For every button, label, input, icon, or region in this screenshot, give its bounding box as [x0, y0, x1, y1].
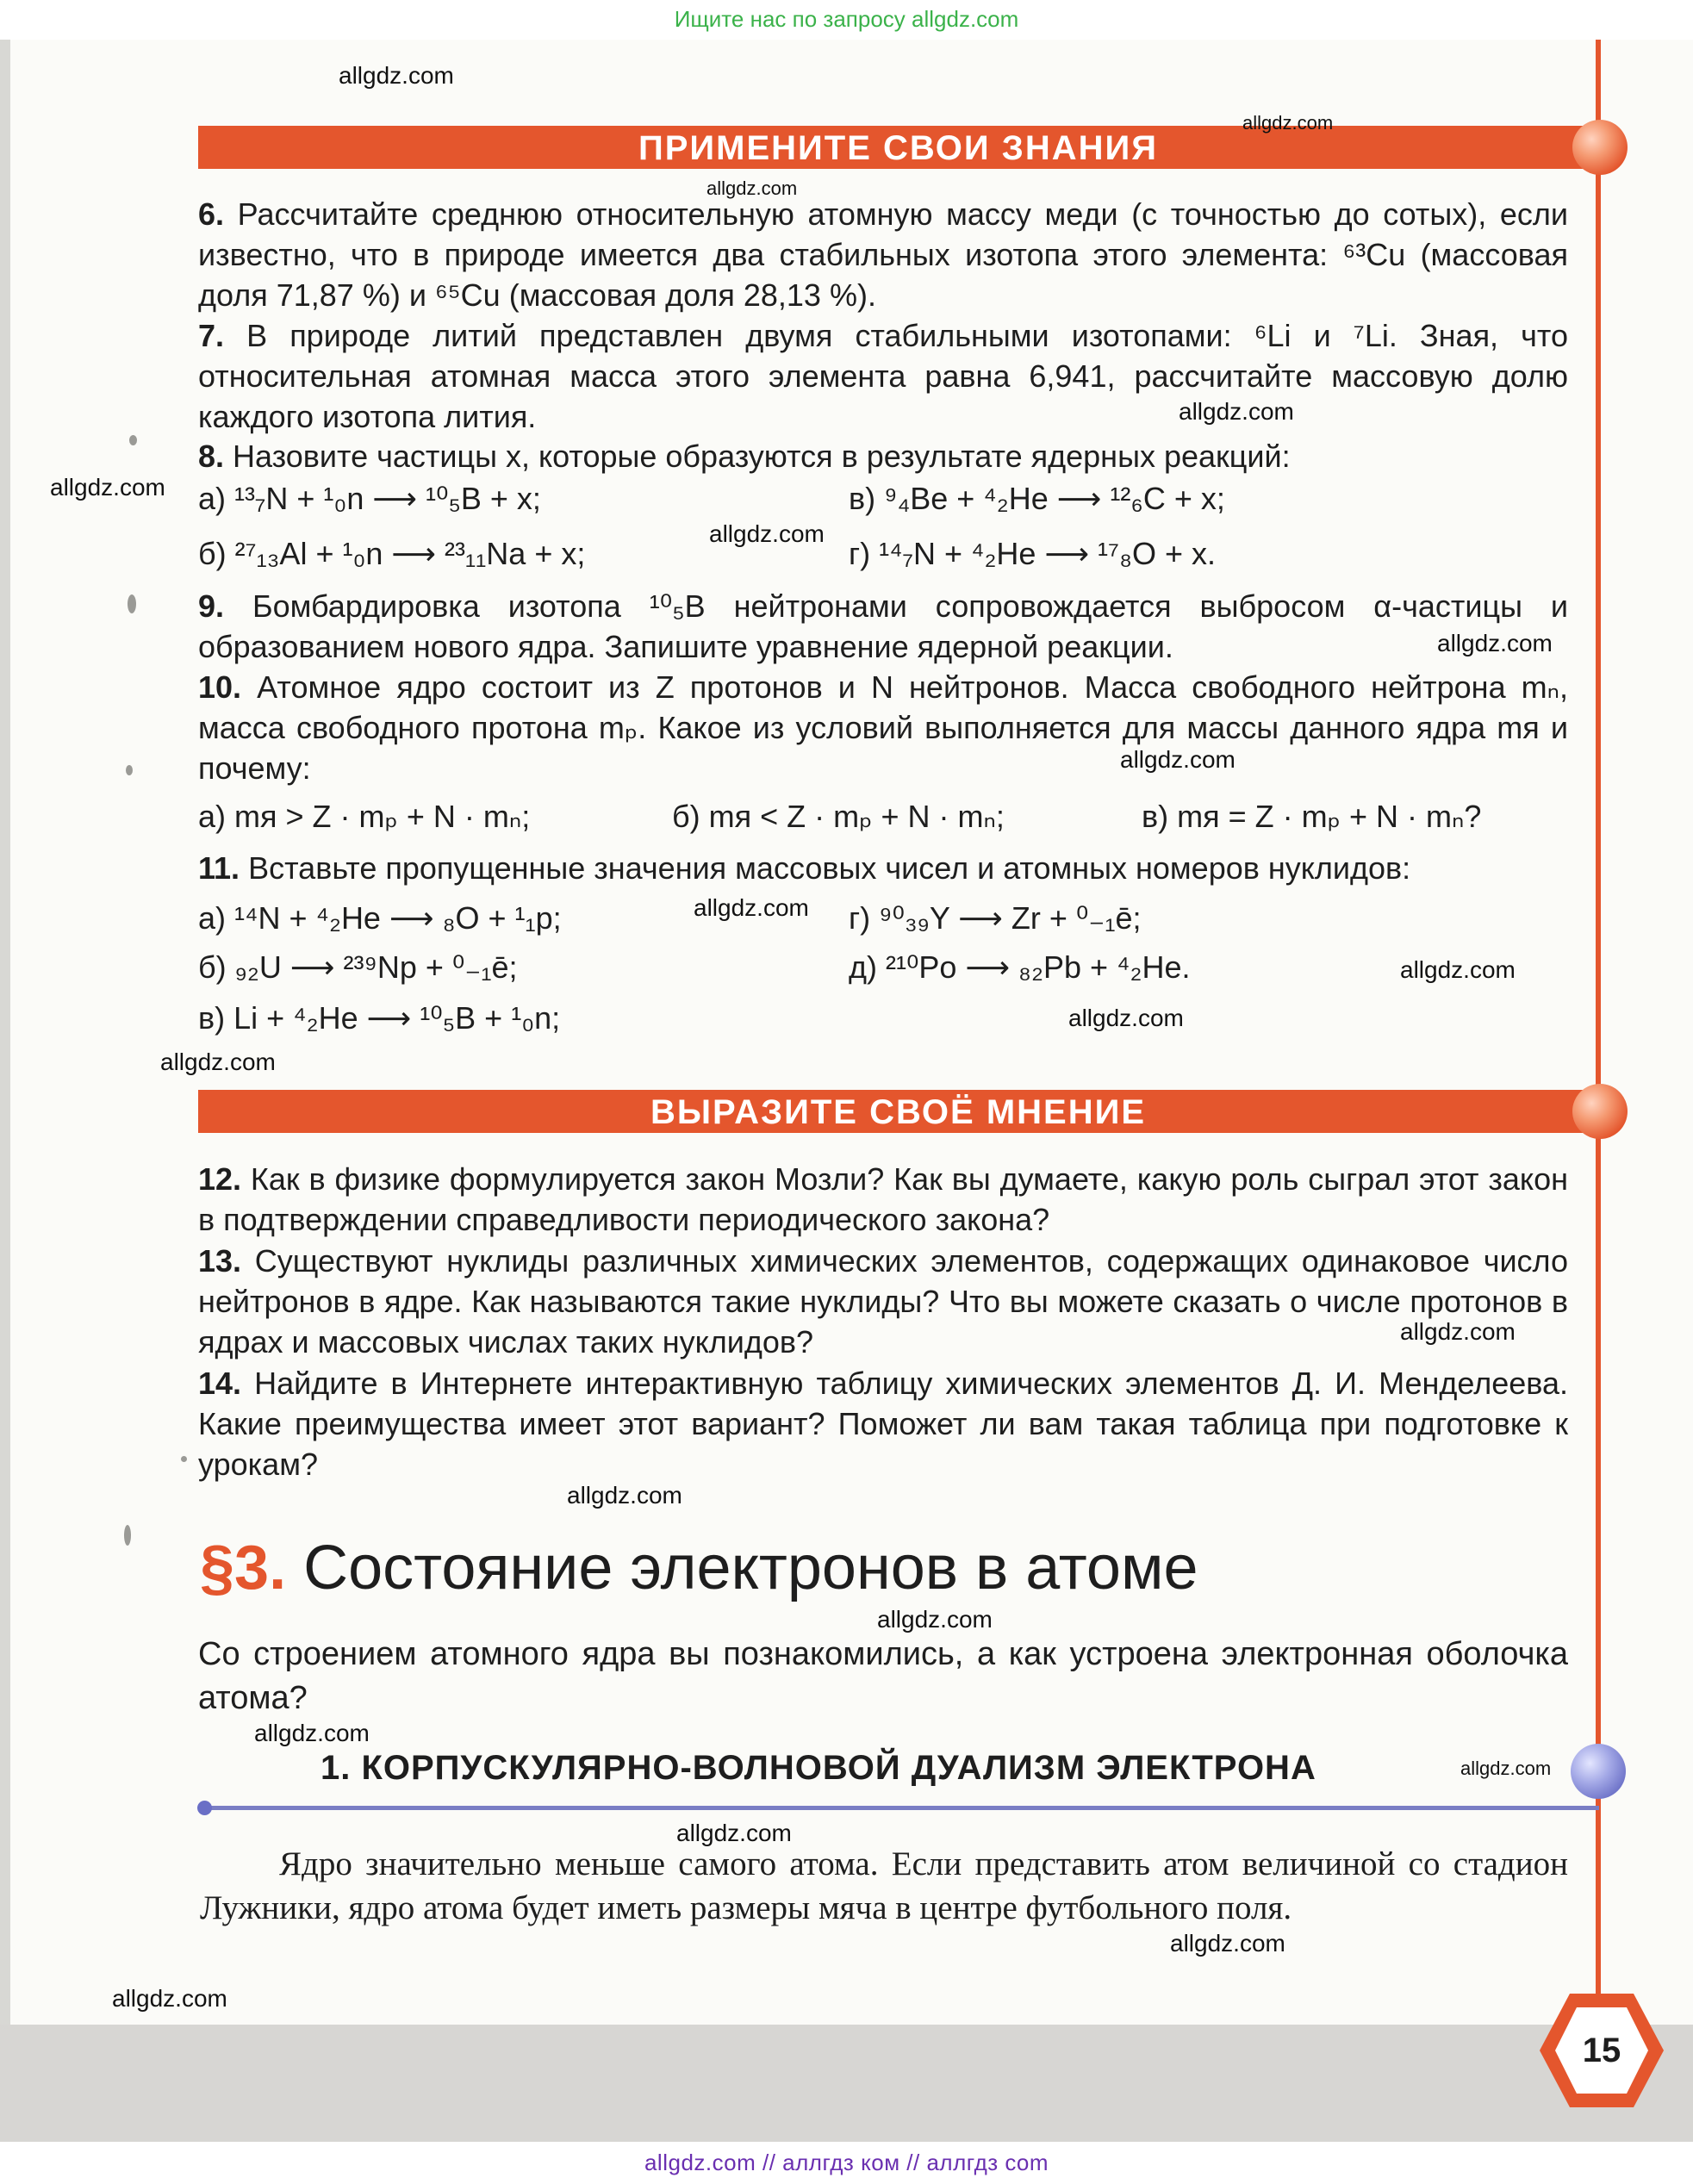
section-heading-apply: ПРИМЕНИТЕ СВОИ ЗНАНИЯ [198, 126, 1598, 169]
subsection-underline [203, 1806, 1599, 1810]
task-13 [198, 1241, 1568, 1362]
scan-speck [124, 1525, 131, 1546]
task-9 [198, 586, 1568, 667]
watermark: allgdz.com [706, 177, 798, 199]
watermark: allgdz.com [567, 1482, 682, 1509]
top-search-banner: Ищите нас по запросу allgdz.com [674, 6, 1019, 32]
scan-speck [128, 594, 136, 613]
task-8 [198, 436, 1568, 476]
paragraph-intro: Со строением атомного ядра вы познакомились, а как устроена электронная оболочка атома? [198, 1636, 1568, 1716]
watermark: allgdz.com [676, 1820, 792, 1846]
watermark: allgdz.com [160, 1048, 276, 1075]
watermark: allgdz.com [1120, 746, 1236, 773]
reaction-11a: а) ¹⁴N + ⁴₂He ⟶ ₈O + ¹₁p; [198, 900, 562, 936]
task-text: Найдите в Интернете интерактивную таблицу химических элементов Д. И. Менделеева. Какие преимущества имеет этот вариант? Поможет ли вам такая таблица при подготовке к урокам? [198, 1366, 1568, 1482]
task-text: Существуют нуклиды различных химических элементов, содержащих одинаковое число нейтронов в ядре. Как называются такие нуклиды? Что вы можете сказать о числе протонов в ядрах и массовых числах таких нуклидов? [198, 1243, 1568, 1360]
watermark: allgdz.com [50, 474, 165, 501]
task-text: В природе литий представлен двумя стабильными изотопами: ⁶Li и ⁷Li. Зная, что относительная атомная масса этого элемента равна 6,941, рассчитайте массовую долю каждого изотопа лития. [198, 318, 1568, 434]
task-number: 13. [198, 1243, 242, 1279]
orange-ball-icon [1572, 120, 1628, 175]
task-text: Вставьте пропущенные значения массовых чисел и атомных номеров нуклидов: [248, 850, 1411, 886]
bottom-banner: allgdz.com // аллгдз ком // аллгдз com [0, 2142, 1693, 2184]
watermark: allgdz.com [1179, 398, 1294, 425]
task-text: Бомбардировка изотопа ¹⁰₅B нейтронами сопровождается выбросом α-частицы и образованием нового ядра. Запишите уравнение ядерной реакции. [198, 588, 1568, 664]
watermark: allgdz.com [877, 1606, 993, 1633]
body-paragraph: Ядро значительно меньше самого атома. Если представить атом величиной со стадион Лужники, ядро атома будет иметь размеры мяча в центре футбольного поля. [200, 1845, 1568, 1926]
task-number: 8. [198, 439, 225, 474]
task-number: 12. [198, 1161, 242, 1197]
watermark: allgdz.com [254, 1720, 370, 1746]
task-7 [198, 315, 1568, 437]
paragraph-title [200, 1529, 1198, 1607]
scan-speck [126, 765, 133, 775]
blue-ball-icon [1571, 1744, 1626, 1799]
reaction-8v: в) ⁹₄Be + ⁴₂He ⟶ ¹²₆C + x; [849, 481, 1225, 516]
orange-ball-icon [1572, 1084, 1628, 1139]
condition-10v: в) mя = Z · mₚ + N · mₙ? [1142, 799, 1482, 834]
task-number: 7. [198, 318, 225, 353]
page-number: 15 [1582, 2032, 1621, 2069]
watermark: allgdz.com [1170, 1930, 1285, 1957]
watermark: allgdz.com [1068, 1005, 1184, 1031]
task-11 [198, 848, 1568, 888]
task-text: Рассчитайте среднюю относительную атомную массу меди (с точностью до сотых), если известно, что в природе имеется два стабильных изотопа этого элемента: ⁶³Cu (массовая доля 71,87 %) и ⁶⁵Cu (массовая доля 28,13 %). [198, 196, 1568, 313]
section-heading-opinion: ВЫРАЗИТЕ СВОЁ МНЕНИЕ [198, 1090, 1598, 1133]
watermark: allgdz.com [339, 62, 454, 89]
reaction-8a: а) ¹³₇N + ¹₀n ⟶ ¹⁰₅B + x; [198, 481, 541, 516]
watermark: allgdz.com [1437, 630, 1553, 656]
page-number-badge [1538, 1990, 1665, 2115]
task-text: Как в физике формулируется закон Мозли? Как вы думаете, какую роль сыграл этот закон в подтверждении справедливости периодического закона? [198, 1161, 1568, 1237]
task-6 [198, 194, 1568, 315]
reaction-8g: г) ¹⁴₇N + ⁴₂He ⟶ ¹⁷₈O + x. [849, 536, 1217, 571]
task-text: Назовите частицы x, которые образуются в результате ядерных реакций: [233, 439, 1291, 474]
reaction-11d: д) ²¹⁰Po ⟶ ₈₂Pb + ⁴₂He. [849, 949, 1191, 985]
watermark: allgdz.com [1460, 1758, 1552, 1779]
reaction-11g: г) ⁹⁰₃₉Y ⟶ Zr + ⁰₋₁ē; [849, 900, 1142, 936]
task-number: 14. [198, 1366, 242, 1401]
subsection-heading: 1. КОРПУСКУЛЯРНО-ВОЛНОВОЙ ДУАЛИЗМ ЭЛЕКТРОНА [321, 1749, 1316, 1787]
task-number: 6. [198, 196, 225, 232]
line-end-dot [197, 1801, 212, 1815]
scan-speck [129, 435, 137, 445]
watermark: allgdz.com [1400, 956, 1516, 983]
paragraph-number: §3. [200, 1534, 287, 1602]
task-number: 11. [198, 850, 240, 886]
reaction-11v: в) Li + ⁴₂He ⟶ ¹⁰₅B + ¹₀n; [198, 1000, 561, 1036]
task-12 [198, 1159, 1568, 1240]
task-number: 9. [198, 588, 225, 624]
scan-speck [181, 1456, 187, 1462]
page-bottom-band [0, 2025, 1693, 2142]
watermark: allgdz.com [1242, 112, 1334, 134]
watermark: allgdz.com [112, 1985, 227, 2012]
condition-10a: а) mя > Z · mₚ + N · mₙ; [198, 799, 531, 834]
watermark: allgdz.com [1400, 1318, 1516, 1345]
reaction-8b: б) ²⁷₁₃Al + ¹₀n ⟶ ²³₁₁Na + x; [198, 536, 586, 571]
watermark: allgdz.com [709, 520, 825, 547]
paragraph-title-text: Состояние электронов в атоме [303, 1534, 1198, 1602]
reaction-11b: б) ₉₂U ⟶ ²³⁹Np + ⁰₋₁ē; [198, 949, 518, 985]
task-text: Атомное ядро состоит из Z протонов и N нейтронов. Масса свободного нейтрона mₙ, масса свободного протона mₚ. Какое из условий выполняется для массы данного ядра mя и почему: [198, 669, 1568, 786]
task-14 [198, 1363, 1568, 1484]
watermark: allgdz.com [694, 894, 809, 921]
right-margin-line [1596, 40, 1601, 2021]
condition-10b: б) mя < Z · mₚ + N · mₙ; [672, 799, 1005, 834]
task-10 [198, 667, 1568, 788]
task-number: 10. [198, 669, 242, 705]
